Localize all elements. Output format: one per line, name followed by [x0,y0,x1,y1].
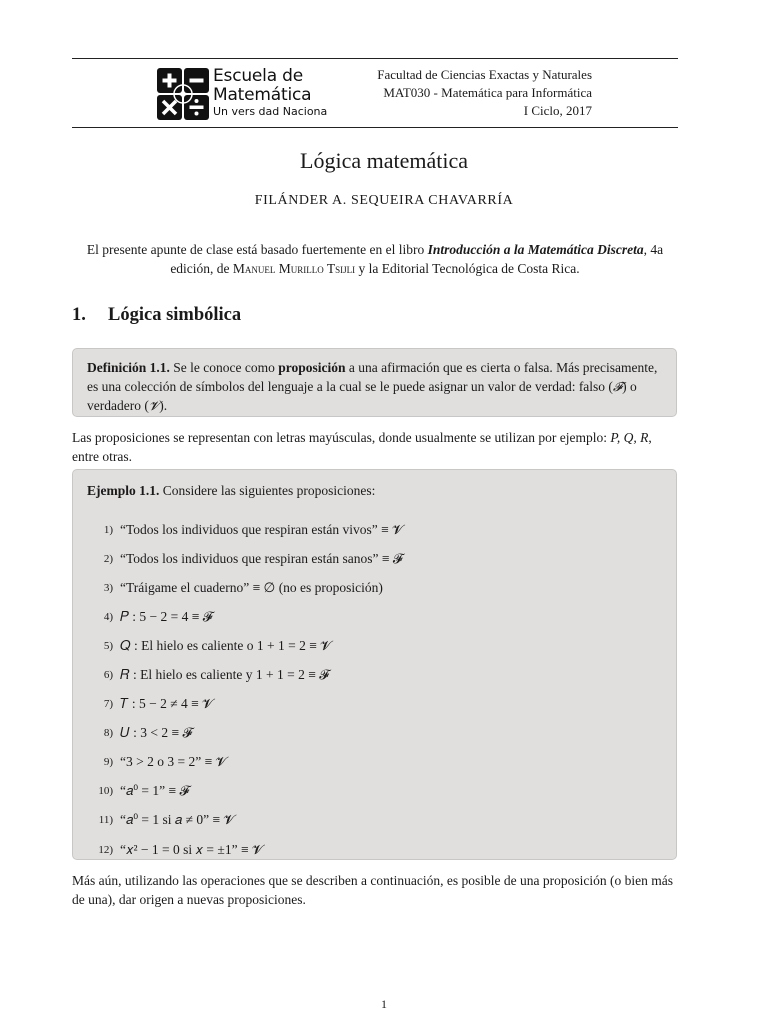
item-text: “Tráigame el cuaderno” ≡ ∅ (no es proposición) [120,579,383,595]
item-number: 2) [103,552,113,565]
document-title: Lógica matemática [300,148,468,173]
item-text: “3 > 2 o 3 = 2” ≡ 𝓥 [120,754,227,770]
faculty-name: Facultad de Ciencias Exactas y Naturales [377,67,592,82]
example-label: Ejemplo 1.1. [87,483,160,498]
definition-box [72,348,677,417]
author-name: FILÁNDER A. SEQUEIRA CHAVARRÍA [254,193,514,208]
definition-label: Definición 1.1. [87,360,170,375]
item-number: 1) [103,523,113,536]
list-item [87,835,403,864]
item-number: 3) [103,581,113,594]
list-item [87,719,403,748]
list-item [87,690,403,719]
book-title: Introducción a la Matemática Discreta [427,242,644,257]
item-text: “𝑎⁰ = 1 si 𝑎 ≠ 0” ≡ 𝓥 [120,812,235,828]
item-number: 10) [98,785,113,798]
item-text: “𝑎⁰ = 1” ≡ 𝓕 [120,783,190,799]
item-text: “𝑥² − 1 = 0 si 𝑥 = ±1” ≡ 𝓥 [120,841,264,857]
definition-end: ). [159,398,168,413]
list-item [87,631,403,660]
false-symbol: 𝓕 [612,379,623,394]
definition-text [87,358,662,415]
section-number: 1. [72,305,86,325]
logo-line-1: Escuela de [213,66,303,86]
term: I Ciclo, 2017 [523,103,592,118]
item-number: 7) [103,698,113,711]
example-heading [87,481,662,500]
paragraph-propositions [72,428,680,466]
logo-line-2: Matemática [213,85,312,105]
abstract-post: y la Editorial Tecnológica de Costa Rica. [355,261,580,276]
section-heading [72,305,241,326]
item-text: 𝑈 : 3 < 2 ≡ 𝓕 [120,725,193,741]
list-item [87,602,403,631]
list-item [87,515,403,544]
page-number: 1 [381,997,387,1011]
logo-line-3: Un vers dad Naciona [213,105,328,118]
list-item [87,806,403,835]
item-text: “Todos los individuos que respiran están sanos” ≡ 𝓕 [120,550,403,566]
section-title: Lógica simbólica [108,305,242,325]
paragraph-continuation: Más aún, utilizando las operaciones que se describen a continuación, es posible de una proposición (o bien más de una), dar origen a nuevas proposiciones. [72,873,673,907]
list-item [87,748,403,777]
example-intro: Considere las siguientes proposiciones: [159,483,376,498]
item-text: 𝑄 : El hielo es caliente o 1 + 1 = 2 ≡ 𝓥 [120,637,332,653]
list-item [87,777,403,806]
paragraph1-letters: P, Q, R [610,430,649,445]
item-number: 4) [103,610,113,623]
example-list [87,515,403,864]
definition-pre: Se le conoce como [169,360,279,375]
item-number: 6) [103,669,113,682]
math-operators-logo-icon [157,68,209,120]
school-logo [157,68,357,120]
item-text: 𝑅 : El hielo es caliente y 1 + 1 = 2 ≡ 𝓕 [120,667,330,683]
course-name: MAT030 - Matemática para Informática [383,85,592,100]
item-number: 12) [98,843,113,856]
definition-term: proposición [278,360,346,375]
abstract-pre: El presente apunte de clase está basado fuertemente en el libro [86,242,428,257]
paragraph1-pre: Las proposiciones se representan con letras mayúsculas, donde usualmente se utilizan por ejemplo: [72,430,611,445]
abstract-mid: , 4a edición, de [170,242,664,276]
item-text: “Todos los individuos que respiran están vivos” ≡ 𝓥 [120,521,404,537]
item-text: 𝑃 : 5 − 2 = 4 ≡ 𝓕 [120,608,213,624]
header-top-rule [72,58,678,59]
list-item [87,660,403,689]
example-box [72,469,677,860]
logo-wordmark [213,67,327,119]
definition-post: a una afirmación que es cierta o falsa. Más precisamente, es una colección de símbolos del lenguaje a la cual se le puede asignar un valor de verdad: falso ( [87,360,658,394]
abstract [80,240,670,278]
header-bottom-rule [72,127,678,128]
item-number: 9) [103,756,113,769]
definition-mid: ) o verdadero ( [87,379,637,413]
list-item [87,544,403,573]
list-item [87,573,403,602]
course-info [377,66,592,120]
book-author: Manuel Murillo Tsijli [232,261,356,276]
item-number: 11) [98,814,113,827]
item-number: 8) [103,727,113,740]
item-number: 5) [103,639,113,652]
item-text: 𝑇 : 5 − 2 ≠ 4 ≡ 𝓥 [120,696,214,712]
true-symbol: 𝓥 [148,398,160,413]
paragraph1-post: , entre otras. [72,430,652,464]
